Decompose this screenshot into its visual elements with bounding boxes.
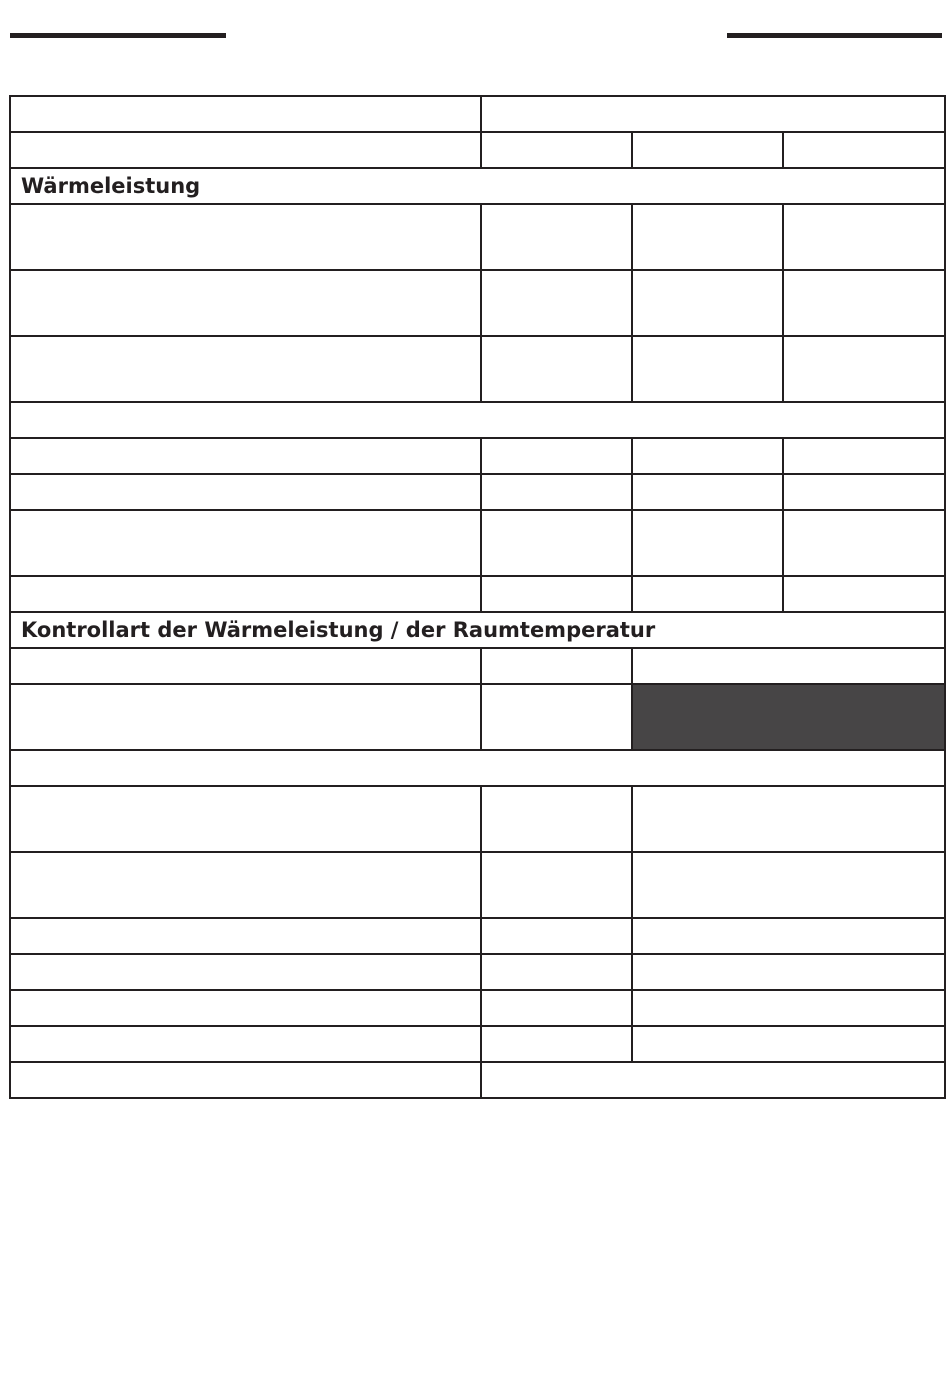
table-cell <box>783 576 945 612</box>
table-cell <box>10 852 481 918</box>
table-cell <box>10 510 481 576</box>
table-cell <box>10 954 481 990</box>
table-cell <box>783 204 945 270</box>
table-cell <box>481 204 632 270</box>
table-cell <box>481 510 632 576</box>
table-row <box>10 954 945 990</box>
table-cell <box>481 1026 632 1062</box>
table-cell <box>10 474 481 510</box>
table-cell <box>481 648 632 684</box>
table-row <box>10 576 945 612</box>
table-cell <box>632 918 945 954</box>
table-cell <box>481 96 945 132</box>
table-cell <box>481 132 632 168</box>
table-cell <box>481 684 632 750</box>
table-row <box>10 96 945 132</box>
table-cell <box>481 918 632 954</box>
table-cell <box>10 918 481 954</box>
table-cell <box>481 270 632 336</box>
table-cell <box>10 204 481 270</box>
table-row <box>10 1026 945 1062</box>
table-cell <box>10 684 481 750</box>
table-row <box>10 786 945 852</box>
table-cell <box>632 576 783 612</box>
header-rule-right <box>727 33 942 38</box>
table-cell <box>632 336 783 402</box>
table-row <box>10 990 945 1026</box>
table-row <box>10 402 945 438</box>
table-cell <box>481 1062 945 1098</box>
table-cell <box>632 270 783 336</box>
table-row <box>10 1062 945 1098</box>
table-cell <box>10 96 481 132</box>
table-cell <box>10 990 481 1026</box>
table-cell <box>10 786 481 852</box>
table-cell <box>783 510 945 576</box>
table-cell <box>10 438 481 474</box>
table-cell <box>783 474 945 510</box>
specification-table <box>9 95 946 1099</box>
table-cell <box>783 336 945 402</box>
table-cell <box>10 336 481 402</box>
section-heading-control-type: Kontrollart der Wärmeleistung / der Raumtemperatur <box>10 612 945 648</box>
table-row <box>10 510 945 576</box>
table-cell <box>632 954 945 990</box>
table-cell <box>783 132 945 168</box>
table-row <box>10 852 945 918</box>
shaded-cell <box>632 684 945 750</box>
table-row <box>10 648 945 684</box>
table-cell <box>10 750 945 786</box>
table-cell <box>632 474 783 510</box>
table-cell <box>10 576 481 612</box>
table-row <box>10 474 945 510</box>
table-cell <box>632 1026 945 1062</box>
table-cell <box>632 990 945 1026</box>
table-row <box>10 612 945 648</box>
table-cell <box>481 576 632 612</box>
table-cell <box>481 474 632 510</box>
table-row <box>10 168 945 204</box>
table-cell <box>481 336 632 402</box>
table-cell <box>783 270 945 336</box>
table-row <box>10 132 945 168</box>
table-cell <box>632 510 783 576</box>
table-row <box>10 204 945 270</box>
table-cell <box>481 990 632 1026</box>
section-heading-heat-output: Wärmeleistung <box>10 168 945 204</box>
table-cell <box>10 132 481 168</box>
table-cell <box>783 438 945 474</box>
table-cell <box>10 402 945 438</box>
table-cell <box>10 648 481 684</box>
table-row <box>10 684 945 750</box>
table-cell <box>10 1062 481 1098</box>
table-row <box>10 438 945 474</box>
header-rule-left <box>10 33 226 38</box>
table-row <box>10 918 945 954</box>
table-row <box>10 270 945 336</box>
table-cell <box>10 270 481 336</box>
table-cell <box>632 786 945 852</box>
table-row <box>10 750 945 786</box>
table-cell <box>632 648 945 684</box>
table-cell <box>481 786 632 852</box>
table-cell <box>481 852 632 918</box>
table-cell <box>632 852 945 918</box>
table-cell <box>632 438 783 474</box>
table-cell <box>481 438 632 474</box>
table-cell <box>10 1026 481 1062</box>
table-cell <box>481 954 632 990</box>
table-cell <box>632 204 783 270</box>
table-row <box>10 336 945 402</box>
table-cell <box>632 132 783 168</box>
